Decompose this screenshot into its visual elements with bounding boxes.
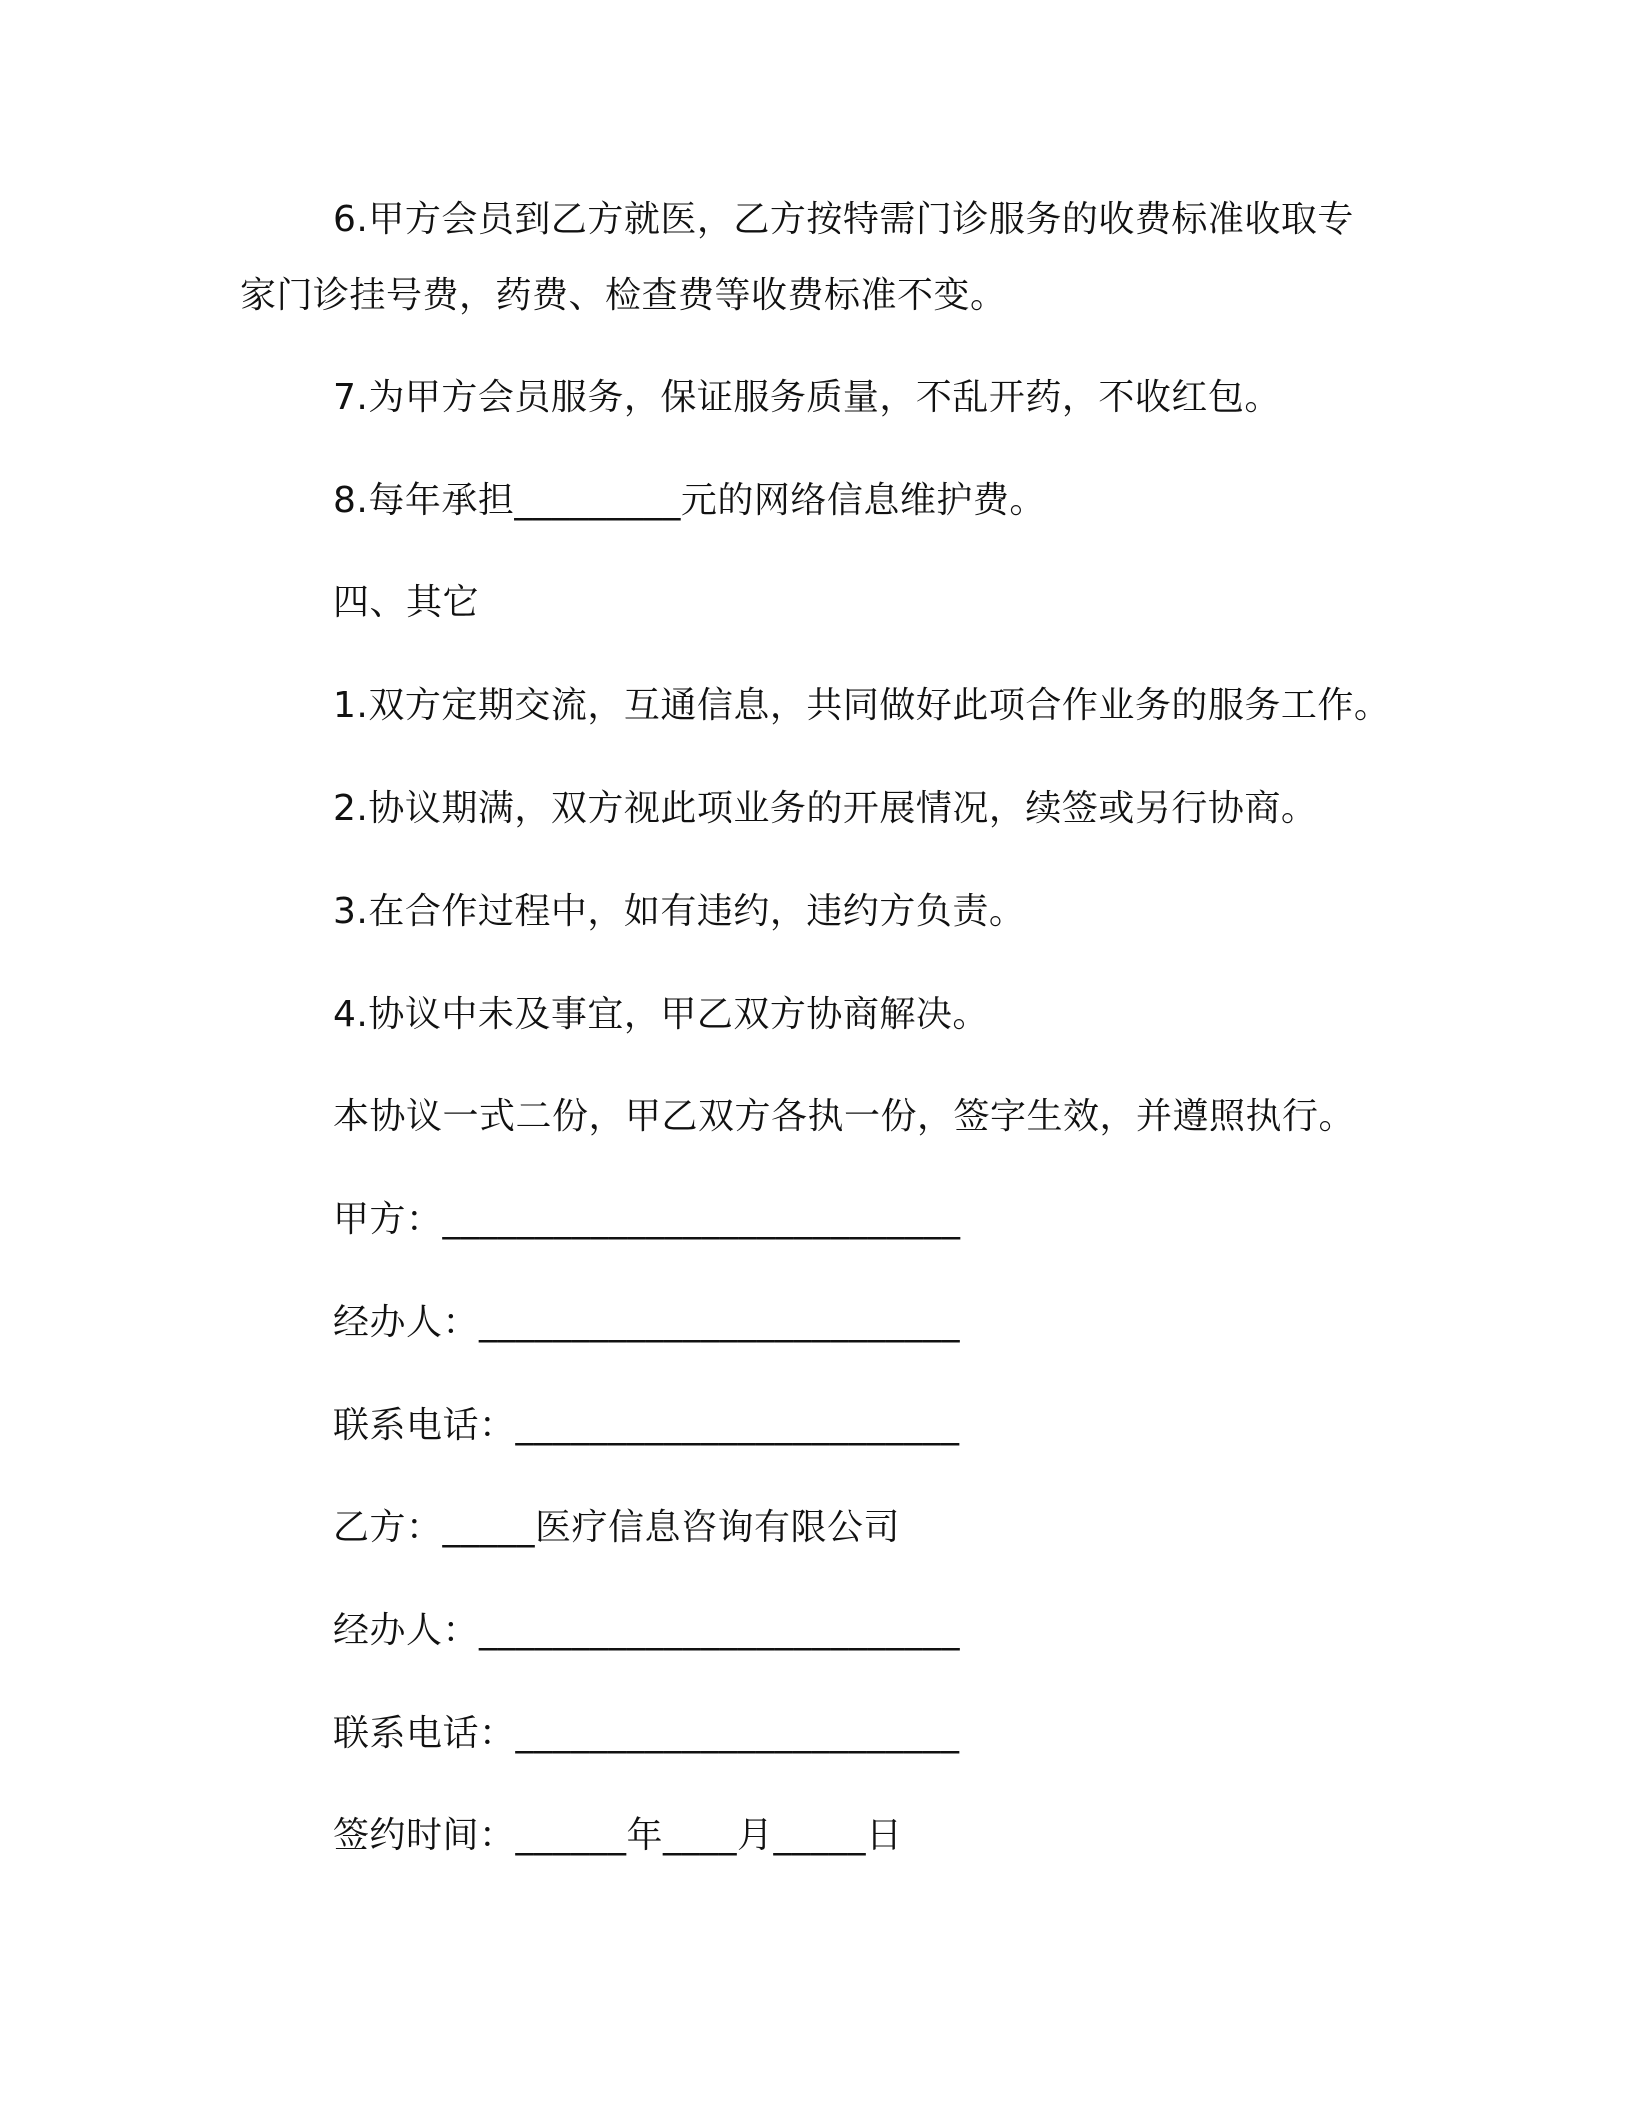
- party-b-handler-field: 经办人：__________________________: [333, 1610, 961, 1651]
- party-b-field: 乙方：_____医疗信息咨询有限公司: [333, 1507, 901, 1548]
- clause-7: 7.为甲方会员服务，保证服务质量，不乱开药，不收红包。: [333, 377, 1281, 418]
- section-heading-other: 四、其它: [333, 582, 480, 623]
- other-clause-3: 3.在合作过程中，如有违约，违约方负责。: [333, 891, 1026, 932]
- copies-statement: 本协议一式二份，甲乙双方各执一份，签字生效，并遵照执行。: [333, 1096, 1356, 1137]
- party-a-phone-field: 联系电话：________________________: [333, 1405, 960, 1446]
- clause-6-line-2: 家门诊挂号费，药费、检查费等收费标准不变。: [240, 275, 1007, 316]
- signing-date-field: 签约时间：______年____月_____日: [333, 1815, 903, 1856]
- clause-8: 8.每年承担_________元的网络信息维护费。: [333, 480, 1046, 521]
- party-a-handler-field: 经办人：__________________________: [333, 1302, 961, 1343]
- other-clause-2: 2.协议期满，双方视此项业务的开展情况，续签或另行协商。: [333, 788, 1318, 829]
- party-a-field: 甲方：____________________________: [333, 1199, 961, 1240]
- other-clause-4: 4.协议中未及事宜，甲乙双方协商解决。: [333, 994, 989, 1035]
- other-clause-1: 1.双方定期交流，互通信息，共同做好此项合作业务的服务工作。: [333, 685, 1391, 726]
- clause-6-line-1: 6.甲方会员到乙方就医，乙方按特需门诊服务的收费标准收取专: [333, 199, 1354, 240]
- party-b-phone-field: 联系电话：________________________: [333, 1713, 960, 1754]
